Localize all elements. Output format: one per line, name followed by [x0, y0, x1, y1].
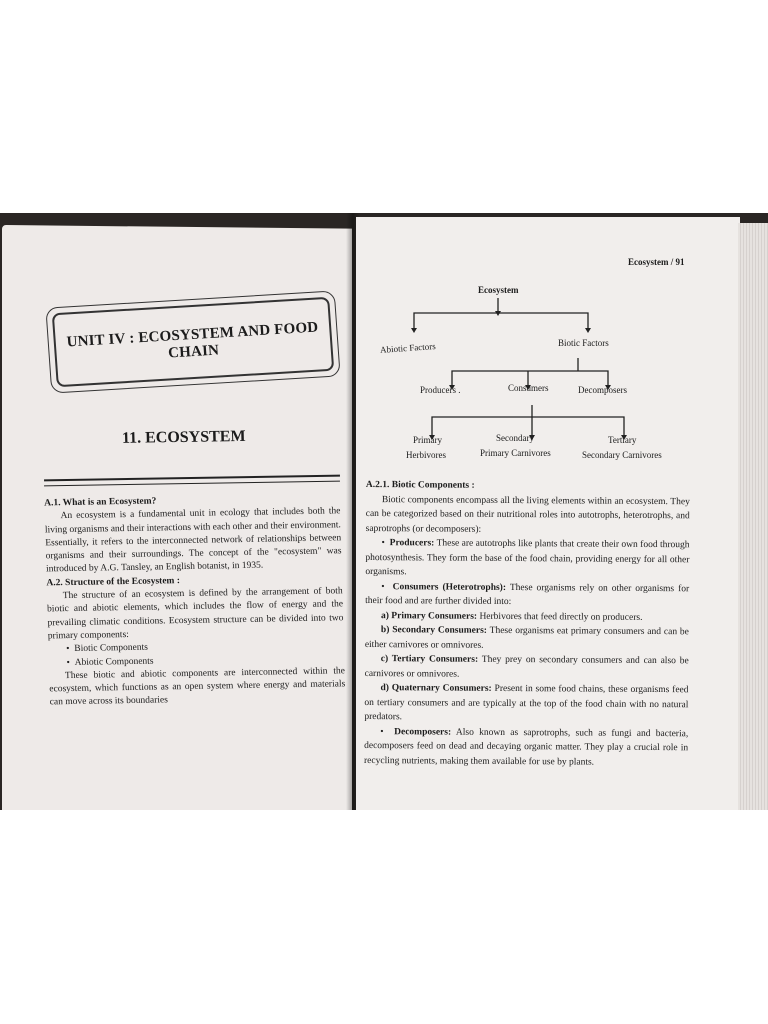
paragraph: • Decomposers: Also known as saprotrophs, such as fungi and bacteria, decomposers feed on dead and decaying organic matter. They play a crucial role in recycling nutrients, making them available for use by plants. — [363, 726, 689, 768]
paragraph: The structure of an ecosystem is defined by the arrangement of both biotic and abiotic elements, which includes the flow of energy and the prevailing climatic conditions. Ecosystem structure can be divided into two primary components: — [46, 586, 344, 642]
list-item — [364, 681, 688, 727]
term-label: a) Primary Consumers: — [381, 610, 478, 622]
diagram-node-tertiary: Tertiary — [608, 435, 637, 445]
diagram-node-secondary: Secondary — [496, 433, 534, 443]
term-text: Herbivores that feed directly on producers. — [479, 611, 643, 623]
page-edges — [738, 223, 768, 810]
diagram-node-root: Ecosystem — [478, 285, 519, 295]
bullet-text: Biotic Components — [74, 642, 149, 655]
book-photo — [0, 213, 768, 810]
term-label: Producers: — [389, 538, 435, 549]
left-page — [2, 225, 352, 810]
paragraph: These biotic and abiotic components are interconnected within the ecosystem, which functions as an open system where energy and materials can move across its boundaries — [49, 666, 346, 708]
diagram-node-primary-carnivores: Primary Carnivores — [480, 448, 551, 458]
divider — [44, 481, 340, 487]
term-text: They prey on secondary consumers and can also be carnivores or omnivores. — [364, 654, 689, 680]
bullet-text: Abiotic Components — [74, 656, 154, 668]
paragraph: An ecosystem is a fundamental unit in ecology that includes both the living organisms and their interactions with each other and their environment. Essentially, it refers to the interconnected network of relationships between organisms and their surroundings. The concept of the "ecosystem" was introduced by A.G. Tansley, an English botanist, in 1935. — [44, 506, 342, 575]
diagram-node-consumers: Consumers — [508, 383, 549, 393]
right-body — [364, 478, 690, 770]
paragraph: Biotic components encompass all the living elements within an ecosystem. They can be categorized based on their nutritional roles into autotrophs, heterotrophs, and saprotrophs (or decomposers): — [365, 494, 690, 535]
term-text: These organisms rely on other organisms for their food and are further divided into: — [365, 582, 690, 608]
list-item: • Biotic Components — [66, 642, 149, 655]
unit-banner — [45, 290, 340, 393]
diagram-node-biotic: Biotic Factors — [558, 338, 609, 348]
term-label: c) Tertiary Consumers: — [380, 654, 479, 665]
section-heading: A.2.1. Biotic Components : — [365, 479, 475, 491]
diagram-node-herbivores: Herbivores — [406, 450, 446, 460]
term-text: Also known as saprotrophs, such as fungi and bacteria, decomposers feed on dead and decaying organic matter. They play a crucial role in recycling nutrients, making them available for use by plants. — [363, 727, 689, 768]
term-text: These are autotrophs like plants that create their own food through photosynthesis. They form the base of the food chain, providing energy for all other organisms. — [365, 538, 690, 578]
paragraph: • Producers: These are autotrophs like plants that create their own food through photosynthesis. They form the base of the food chain, providing energy for all other organisms. — [365, 538, 690, 578]
ecosystem-tree-diagram — [356, 273, 686, 473]
term-label: Consumers (Heterotrophs): — [392, 581, 507, 593]
list-item — [365, 623, 689, 654]
running-header: Ecosystem / 91 — [628, 257, 685, 267]
list-item — [365, 652, 689, 683]
term-text: Present in some food chains, these organisms feed on tertiary consumers and are typically at the top of the food chain with no natural predators. — [364, 683, 689, 723]
diagram-node-abiotic: Abiotic Factors — [379, 341, 437, 355]
diagram-node-producers: Producers . — [420, 385, 461, 395]
diagram-node-secondary-carnivores: Secondary Carnivores — [582, 450, 662, 460]
section-heading: A.2. Structure of the Ecosystem : — [46, 575, 181, 589]
section-heading: A.1. What is an Ecosystem? — [44, 496, 157, 509]
term-label: b) Secondary Consumers: — [380, 625, 487, 636]
unit-title: UNIT IV : ECOSYSTEM AND FOOD CHAIN — [66, 319, 319, 362]
paragraph: • Consumers (Heterotrophs): These organisms rely on other organisms for their food and are further divided into: — [365, 581, 690, 608]
term-label: d) Quaternary Consumers: — [380, 683, 492, 694]
left-body — [44, 492, 346, 710]
divider — [44, 475, 340, 482]
diagram-node-primary: Primary — [413, 435, 442, 445]
chapter-title: 11. ECOSYSTEM — [121, 427, 246, 447]
term-label: Decomposers: — [394, 726, 452, 738]
list-item: • Abiotic Components — [66, 656, 154, 668]
diagram-node-decomposers: Decomposers — [578, 385, 627, 395]
term-text: These organisms eat primary consumers and can be either carnivores or omnivores. — [364, 625, 689, 651]
